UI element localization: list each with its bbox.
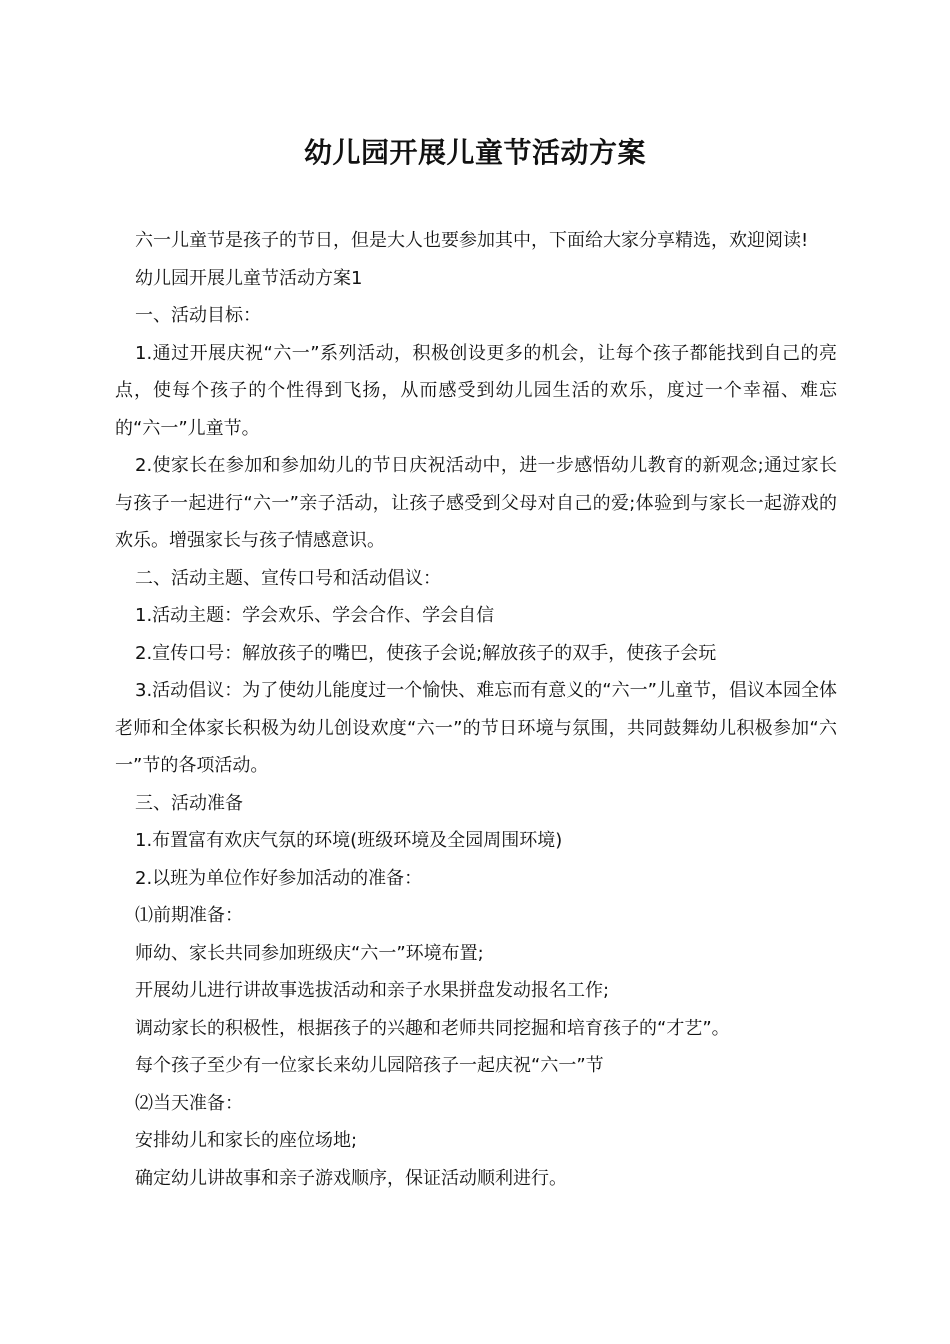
subsection-heading: 二、活动主题、宣传口号和活动倡议： [135,567,441,589]
list-item: 师幼、家长共同参加班级庆“六一”环境布置; [135,942,484,964]
intro-paragraph: 六一儿童节是孩子的节日，但是大人也要参加其中，下面给大家分享精选，欢迎阅读! [135,230,809,251]
list-heading: ⑵当天准备： [135,1092,243,1114]
list-item: 调动家长的积极性，根据孩子的兴趣和老师共同挖掘和培育孩子的“才艺”。 [135,1017,730,1039]
list-heading: ⑴前期准备： [135,905,243,926]
body-paragraph: 1.布置富有欢庆气氛的环境(班级环境及全园周围环境) [135,830,563,851]
list-item: 每个孩子至少有一位家长来幼儿园陪孩子一起庆祝“六一”节 [135,1055,604,1076]
document-title: 幼儿园开展儿童节活动方案 [303,136,646,169]
body-paragraph: 1.通过开展庆祝“六一”系列活动，积极创设更多的机会，让每个孩子都能找到自己的亮点，使每个孩子的个性得到飞扬，从而感受到幼儿园生活的欢乐，度过一个幸福、难忘的“六一”儿童节。 [115,342,837,439]
section-heading: 幼儿园开展儿童节活动方案1 [135,267,363,289]
body-paragraph: 3.活动倡议：为了使幼儿能度过一个愉快、难忘而有意义的“六一”儿童节，倡议本园全体老师和全体家长积极为幼儿创设欢度“六一”的节日环境与氛围，共同鼓舞幼儿积极参加“六一”节的各项活动。 [115,680,837,776]
subsection-heading: 三、活动准备 [135,792,243,814]
body-paragraph: 2.宣传口号：解放孩子的嘴巴，使孩子会说;解放孩子的双手，使孩子会玩 [135,642,717,664]
body-paragraph: 2.使家长在参加和参加幼儿的节日庆祝活动中，进一步感悟幼儿教育的新观念;通过家长与孩子一起进行“六一”亲子活动，让孩子感受到父母对自己的爱;体验到与家长一起游戏的欢乐。增强家长与孩子情感意识。 [115,455,837,551]
list-item: 安排幼儿和家长的座位场地; [135,1130,358,1151]
list-item: 确定幼儿讲故事和亲子游戏顺序，保证活动顺利进行。 [135,1167,567,1189]
body-paragraph: 1.活动主题：学会欢乐、学会合作、学会自信 [135,605,495,626]
document-body [115,222,837,1197]
body-paragraph: 2.以班为单位作好参加活动的准备： [135,867,423,889]
subsection-heading: 一、活动目标： [135,305,261,326]
list-item: 开展幼儿进行讲故事选拔活动和亲子水果拼盘发动报名工作; [135,980,610,1001]
